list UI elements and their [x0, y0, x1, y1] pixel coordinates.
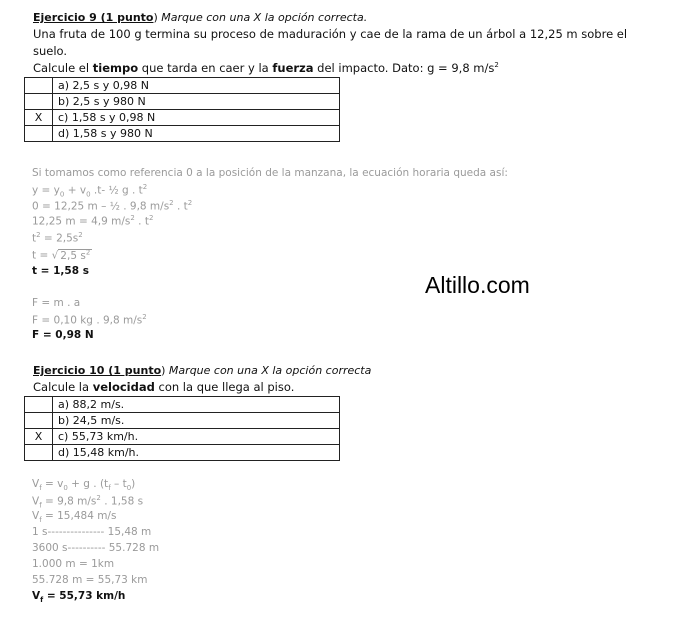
sqrt-symbol: √ — [51, 249, 59, 262]
ex10-sol-line7: 55.728 m = 55,73 km — [32, 574, 148, 586]
option-mark[interactable]: X — [25, 110, 53, 126]
ex10-instruction: Marque con una X la opción correcta — [165, 364, 372, 377]
ex9-sol-time-result: t = 1,58 s — [32, 265, 89, 277]
option-label: a) 2,5 s y 0,98 N — [53, 78, 340, 94]
option-mark[interactable]: X — [25, 429, 53, 445]
ex9-sol-force-formula: F = m . a — [32, 297, 81, 309]
ex9-title: Ejercicio 9 (1 punto — [33, 11, 154, 24]
ex10-options-table — [24, 396, 340, 461]
option-label: c) 55,73 km/h. — [53, 429, 340, 445]
ex10-sol-line5: 3600 s---------- 55.728 m — [32, 542, 160, 554]
ex10-header: Ejercicio 10 (1 punto) Marque con una X la opción correcta — [33, 364, 372, 377]
ex9-sol-force-result: F = 0,98 N — [32, 329, 94, 341]
option-label: b) 24,5 m/s. — [53, 413, 340, 429]
ex10-question: Calcule la velocidad con la que llega al piso. — [33, 380, 295, 394]
ex9-options-table — [24, 77, 340, 142]
option-label: b) 2,5 s y 980 N — [53, 94, 340, 110]
option-mark[interactable] — [25, 445, 53, 461]
ex9-instruction: Marque con una X la opción correcta. — [157, 11, 368, 24]
ex9-sol-line2: $y = y_0 + v_0$ .t- ½ g . $t^2$ — [32, 183, 148, 199]
altillo-watermark: Altillo.com — [425, 272, 530, 298]
table-row — [25, 94, 340, 110]
table-row — [25, 445, 340, 461]
ex10-title: Ejercicio 10 (1 punto — [33, 364, 162, 377]
ex9-sol-line4: 12,25 m = 4,9 $m/s^2$ . $t^2$ — [32, 214, 154, 228]
option-label: c) 1,58 s y 0,98 N — [53, 110, 340, 126]
ex10-sol-result: $V_f = 55,73$ km/h — [32, 590, 126, 605]
option-mark[interactable] — [25, 126, 53, 142]
ex9-sol-force-calc: F = 0,10 kg . 9,8 $m/s^2$ — [32, 313, 147, 327]
option-label: a) 88,2 m/s. — [53, 397, 340, 413]
table-row — [25, 397, 340, 413]
ex10-sol-line1: $V_f = v_0 + g$ . $(t_f - t_0)$ — [32, 478, 136, 493]
ex9-sol-line3: 0 = 12,25 m – ½ . 9,8 $m/s^2$ . $t^2$ — [32, 199, 193, 213]
option-label: d) 1,58 s y 980 N — [53, 126, 340, 142]
option-mark[interactable] — [25, 78, 53, 94]
table-row — [25, 429, 340, 445]
ex9-sol-line5: $t^2 = 2,5s^2$ — [32, 231, 83, 245]
ex10-sol-line3: $V_f = 15,484$ m/s — [32, 510, 117, 525]
ex10-sol-line4: 1 s--------------- 15,48 m — [32, 526, 152, 538]
table-row — [25, 413, 340, 429]
option-mark[interactable] — [25, 94, 53, 110]
table-row — [25, 110, 340, 126]
table-row — [25, 126, 340, 142]
option-mark[interactable] — [25, 397, 53, 413]
ex9-sol-line1: Si tomamos como referencia 0 a la posición de la manzana, la ecuación horaria queda así: — [32, 167, 508, 179]
ex9-sol-line6: t = √ 2,5 $s^2$ — [32, 248, 91, 262]
ex9-text-line1: Una fruta de 100 g termina su proceso de maduración y cae de la rama de un árbol a 12,25 m sobre el — [33, 27, 628, 41]
ex9-header: Ejercicio 9 (1 punto) Marque con una X la opción correcta. — [33, 11, 368, 24]
ex9-text-line2: suelo. — [33, 44, 68, 58]
table-row — [25, 78, 340, 94]
ex9-question: Calcule el tiempo que tarda en caer y la fuerza del impacto. Dato: g = 9,8 $m/s^2$ — [33, 61, 499, 75]
ex10-sol-line2: $V_f = 9,8$ $m/s^2$ . 1,58 s — [32, 494, 144, 510]
option-mark[interactable] — [25, 413, 53, 429]
ex10-sol-line6: 1.000 m = 1km — [32, 558, 115, 570]
option-label: d) 15,48 km/h. — [53, 445, 340, 461]
